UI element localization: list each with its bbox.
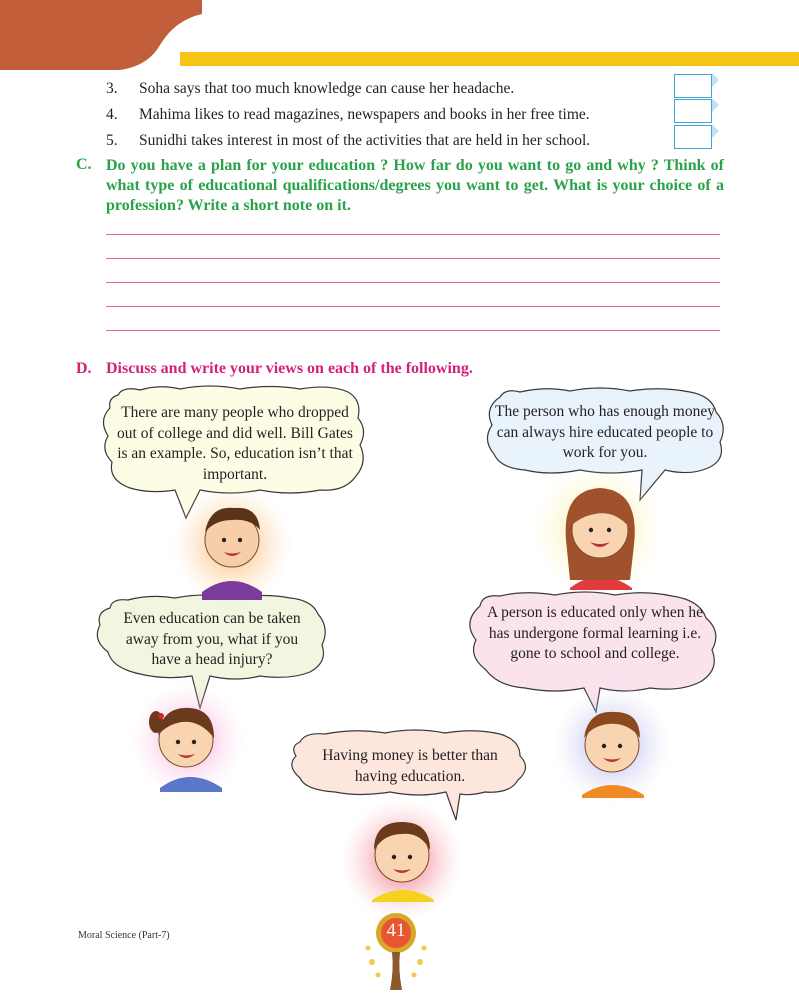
statement-item: 5. Sunidhi takes interest in most of the activities that are held in her school. [106,132,591,149]
speech-bubble-3-text: Even education can be taken away from you, what if you have a head injury? [123,610,301,668]
page-number: 41 [386,920,406,941]
speech-bubble-5-text: Having money is better than having education. [322,747,498,785]
statement-item: 3. Soha says that too much knowledge can cause her headache. [106,80,515,97]
question-d-letter: D. [76,360,92,377]
speech-bubble-2-text: The person who has enough money can always hire educated people to work for you. [495,403,715,461]
child-boy-orange-shirt [552,685,672,805]
speech-bubble-1-text: There are many people who dropped out of college and did well. Bill Gates is an example. So, education isn’t that important. [117,404,353,483]
statement-item: 4. Mahima likes to read magazines, newspapers and books in her free time. [106,106,590,123]
question-d-text: Discuss and write your views on each of the following. [106,360,473,377]
speech-bubble-4-text: A person is educated only when he has undergone formal learning i.e. gone to school and college. [486,604,704,662]
child-boy-purple-shirt [170,483,294,607]
question-c-letter: C. [76,156,92,173]
child-girl-red-top [532,464,664,596]
child-boy-yellow-shirt [340,798,464,922]
question-c-text: Do you have a plan for your education ? How far do you want to go and why ? Think of what type of educational qualifications/degrees you want to get. What is your choice of a profession? Write a short note on it. [106,157,724,214]
child-girl-ponytail [130,682,246,798]
footer-book-title: Moral Science (Part-7) [78,930,170,941]
